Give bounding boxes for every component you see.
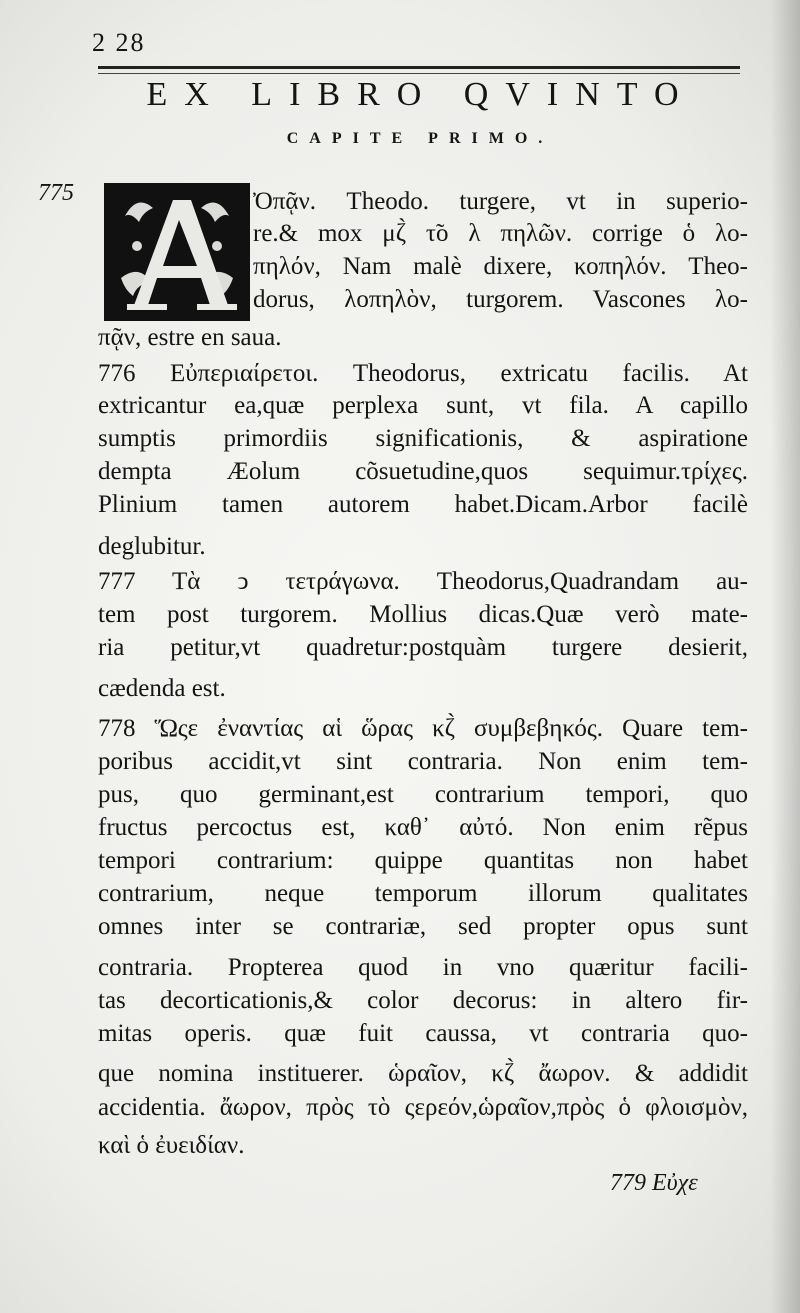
chapter-heading: EX LIBRO QVINTO	[146, 76, 696, 113]
text-line: ria petitur,vt quadretur:postquàm turgere desierit,	[98, 634, 748, 661]
text-line: contraria. Propterea quod in vno quæritur facili-	[98, 954, 748, 981]
decorated-initial-a-icon	[104, 183, 250, 321]
margin-note-number: 775	[38, 180, 74, 206]
text-line: 777 Τὰ ͻ τετράγωνα. Theodorus,Quadrandam au-	[98, 568, 748, 595]
text-line: extricantur ea,quæ perplexa sunt, vt fila. A capillo	[98, 392, 748, 419]
text-line: accidentia. ἄωρον, πρὸς τὸ ςερεόν,ὡραῖον,πρὸς ὁ φλοισμὸν,	[98, 1094, 748, 1121]
text-line: que nomina instituerer. ὡραῖον, κζ̀ ἄωρον. & addidit	[98, 1060, 748, 1087]
text-line: πηλόν, Nam malè dixere, κοπηλόν. Theo-	[253, 253, 748, 280]
catchword: 779 Εὐχε	[610, 1170, 698, 1196]
text-line: re.& mox μζ̀ τ̃ο λ πηλῶν. corrige ὁ λο-	[253, 220, 748, 247]
text-line: 778 Ὥςε ἐναντίας αἱ ὥρας κζ̀ συμβεβηκός. Quare tem-	[98, 715, 748, 742]
text-line: poribus accidit,vt sint contraria. Non enim tem-	[98, 748, 748, 775]
text-line: omnes inter se contrariæ, sed propter opus sunt	[98, 913, 748, 940]
text-line: contrarium, neque temporum illorum qualitates	[98, 880, 748, 907]
text-line: cædenda est.	[98, 675, 226, 702]
page-number: 2 28	[92, 28, 146, 57]
text-line: πᾷν, estre en saua.	[98, 324, 282, 351]
text-line: deglubitur.	[98, 533, 206, 560]
text-line: fructus percoctus est, καθ᾽ αὐτό. Non enim rẽpus	[98, 814, 748, 841]
text-line: dempta Æolum cõsuetudine,quos sequimur.τρίχες.	[98, 458, 748, 485]
text-line: 776 Εὐπεριαίρετοι. Theodorus, extricatu facilis. At	[98, 360, 748, 387]
text-line: Plinium tamen autorem habet.Dicam.Arbor facilè	[98, 491, 748, 518]
text-line: dorus, λοπηλὸν, turgorem. Vascones λο-	[253, 286, 748, 313]
page-edge-shadow	[770, 0, 800, 1313]
header-rule	[98, 66, 740, 69]
text-line: tempori contrarium: quippe quantitas non habet	[98, 847, 748, 874]
text-line: tem post turgorem. Mollius dicas.Quæ verò mate-	[98, 601, 748, 628]
text-line: pus, quo germinant,est contrarium tempori, quo	[98, 781, 748, 808]
text-line: mitas operis. quæ fuit caussa, vt contraria quo-	[98, 1020, 748, 1047]
text-line: Ὀπᾷν. Theodo. turgere, vt in superio-	[253, 188, 748, 215]
chapter-subheading: CAPITE PRIMO.	[286, 130, 554, 147]
text-line: καὶ ὁ ἐυειδίαν.	[98, 1132, 245, 1159]
header-rule-thin	[98, 73, 740, 74]
text-line: tas decorticationis,& color decorus: in altero fir-	[98, 987, 748, 1014]
text-line: sumptis primordiis significationis, & aspiratione	[98, 425, 748, 452]
